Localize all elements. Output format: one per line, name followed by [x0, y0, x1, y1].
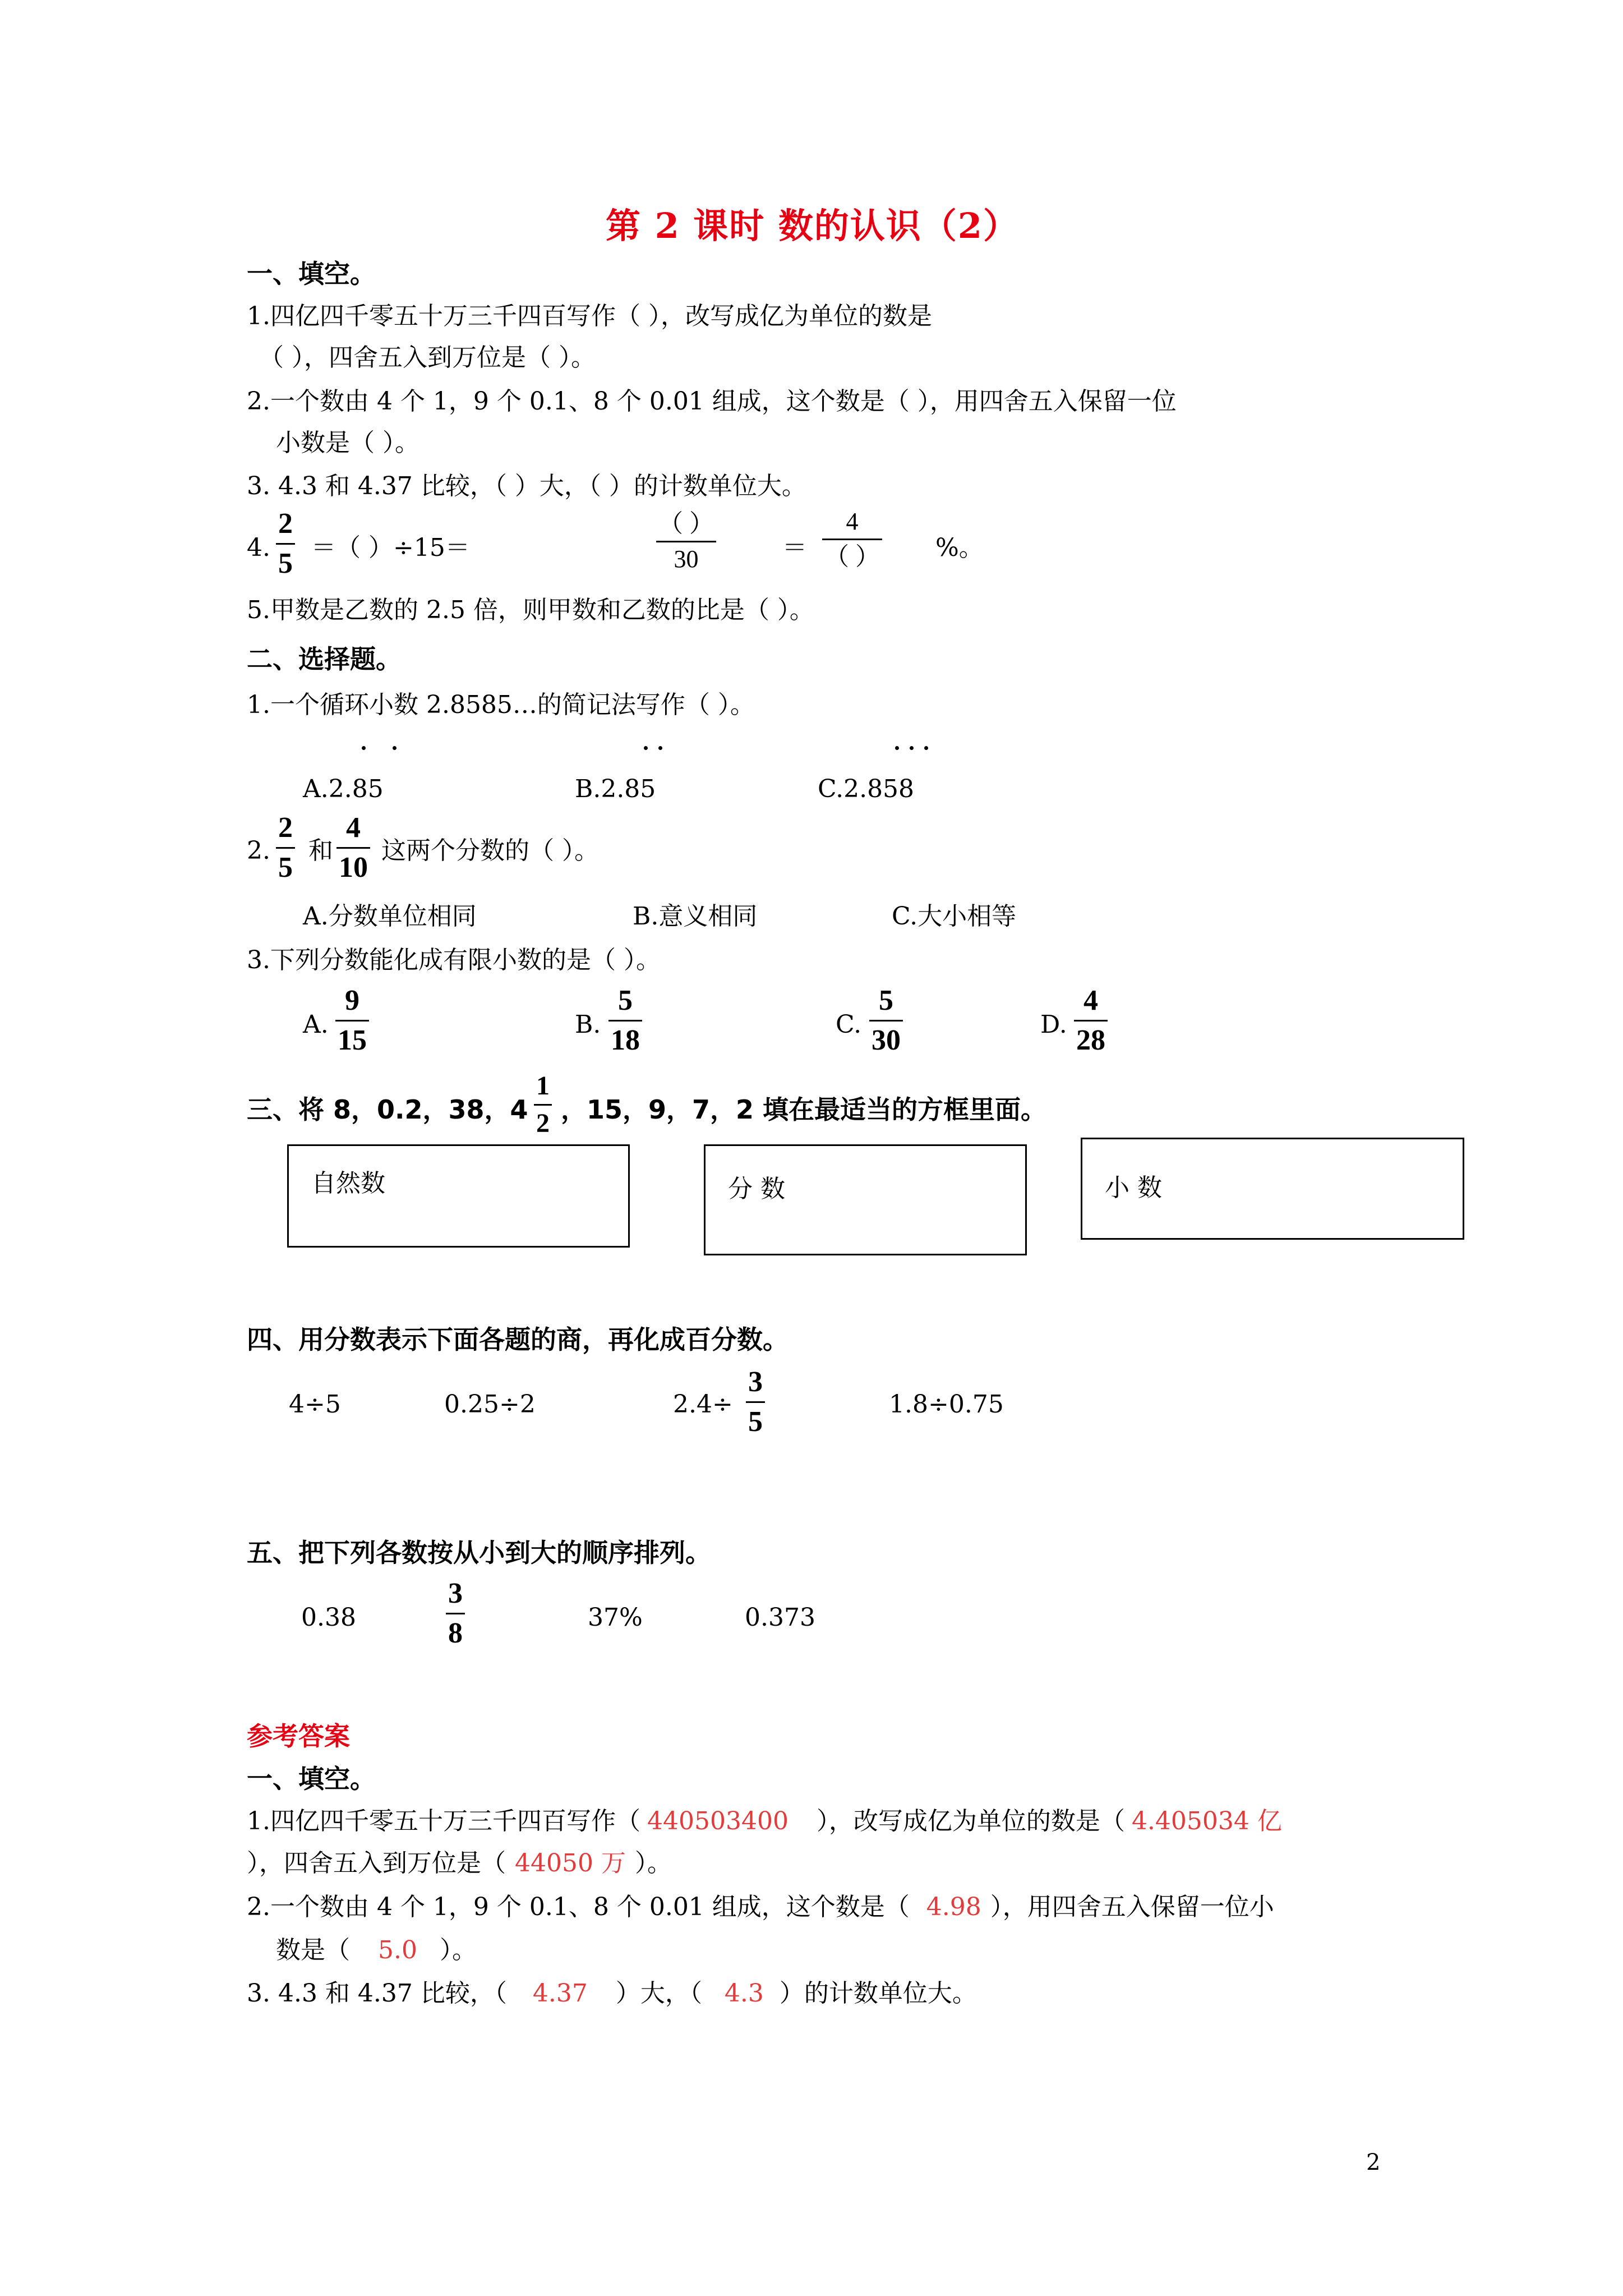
- q2-option-b: B.2.85: [575, 775, 656, 803]
- q1-line2a: 2.一个数由 4 个 1，9 个 0.1、8 个 0.01 组成，这个数是（ ），用四舍五入保留一位: [247, 387, 1177, 416]
- fraction-3-5: $\frac{3}{5}$: [746, 1368, 765, 1437]
- q1-line4-pct: %。: [935, 533, 984, 562]
- q4-item-2: 0.25÷2: [444, 1390, 536, 1419]
- answer-line1b: ），四舍五入到万位是（ 44050 万 ）。: [247, 1849, 672, 1878]
- answer-value: 4.405034 亿: [1131, 1807, 1282, 1835]
- fraction-box[interactable]: [704, 1144, 1027, 1255]
- page-title: 第 2 课时 数的认识（2）: [606, 205, 1020, 246]
- fraction-2-5: $\frac{2}{5}$: [276, 509, 295, 578]
- repeat-dot: [924, 746, 928, 750]
- q2-option3-a: A.: [303, 1010, 329, 1039]
- q4-item-3: 2.4÷: [673, 1390, 733, 1419]
- answer-line3: 3. 4.3 和 4.37 比较，（ 4.37 ）大，（ 4.3 ）的计数单位大。: [247, 1979, 977, 2008]
- answers-heading: 参考答案: [247, 1721, 350, 1751]
- q2-line2-prefix: 2.: [247, 836, 270, 865]
- fraction-4-blank: 4 （ ）: [822, 509, 882, 569]
- fraction-5-30: $\frac{5}{30}$: [869, 986, 903, 1055]
- repeat-dot: [644, 746, 648, 750]
- fraction-4-28: $\frac{4}{28}$: [1074, 986, 1108, 1055]
- q1-line4-mid: ＝（ ）÷15＝: [311, 533, 470, 562]
- section-2-heading: 二、选择题。: [247, 644, 402, 674]
- q2-option3-c: C.: [836, 1010, 862, 1039]
- repeat-dot: [895, 746, 899, 750]
- repeat-dot: [362, 746, 366, 750]
- answer-value: 5.0: [378, 1936, 417, 1964]
- fraction-3-8: $\frac{3}{8}$: [446, 1579, 465, 1648]
- q2-option-a: A.2.85: [303, 775, 384, 803]
- q2-option-c: C.2.858: [818, 775, 915, 803]
- q1-line1b: （ ），四舍五入到万位是（ ）。: [259, 343, 596, 372]
- q2-option3-b: B.: [575, 1010, 601, 1039]
- natural-number-box[interactable]: [287, 1144, 630, 1248]
- answer-value: 4.98: [926, 1893, 981, 1921]
- repeat-dot: [910, 746, 914, 750]
- answer-line1a: 1.四亿四千零五十万三千四百写作（ 440503400 ），改写成亿为单位的数是（ 4.405034 亿: [247, 1807, 1282, 1835]
- page-number: 2: [1366, 2150, 1381, 2175]
- q4-item-1: 4÷5: [289, 1390, 341, 1419]
- repeat-dot: [393, 746, 396, 750]
- q5-item-3: 0.373: [745, 1603, 815, 1632]
- decimal-box[interactable]: [1081, 1138, 1464, 1240]
- q2-option2-b: B.意义相同: [633, 902, 758, 931]
- q1-line3: 3. 4.3 和 4.37 比较，（ ）大，（ ）的计数单位大。: [247, 472, 806, 500]
- q1-line2b: 小数是（ ）。: [276, 429, 419, 457]
- q1-line4-eq2: ＝: [782, 533, 807, 562]
- q1-line4-prefix: 4.: [247, 533, 270, 562]
- fraction-blank-30: （ ） 30: [656, 512, 716, 572]
- q1-line5: 5.甲数是乙数的 2.5 倍，则甲数和乙数的比是（ ）。: [247, 596, 814, 624]
- box-label: 自然数: [311, 1169, 385, 1198]
- q1-line1a: 1.四亿四千零五十万三千四百写作（ ），改写成亿为单位的数是: [247, 302, 932, 330]
- q4-item-4: 1.8÷0.75: [889, 1390, 1004, 1419]
- box-label: 分 数: [728, 1175, 785, 1203]
- answer-line2b: 数是（ 5.0 ）。: [276, 1936, 477, 1964]
- section-5-heading: 五、把下列各数按从小到大的顺序排列。: [247, 1538, 711, 1568]
- answer-value: 440503400: [647, 1807, 789, 1835]
- q2-line2-and: 和: [308, 836, 333, 865]
- box-label: 小 数: [1105, 1174, 1162, 1202]
- answer-value: 44050 万: [515, 1849, 626, 1878]
- fraction-1-2: $\frac{1}{2}$: [534, 1073, 552, 1137]
- answers-section-1: 一、填空。: [247, 1764, 376, 1794]
- q2-line2-suffix: 这两个分数的（ ）。: [381, 836, 599, 865]
- section-4-heading: 四、用分数表示下面各题的商，再化成百分数。: [247, 1324, 789, 1355]
- fraction-4-10: $\frac{4}{10}$: [336, 813, 370, 882]
- q2-line3: 3.下列分数能化成有限小数的是（ ）。: [247, 946, 661, 974]
- fraction-2-5: $\frac{2}{5}$: [276, 813, 295, 882]
- q2-option2-c: C.大小相等: [892, 902, 1017, 931]
- answer-line2a: 2.一个数由 4 个 1，9 个 0.1、8 个 0.01 组成，这个数是（ 4.98 ），用四舍五入保留一位小: [247, 1893, 1274, 1921]
- answer-value: 4.37: [532, 1979, 588, 2008]
- fraction-9-15: $\frac{9}{15}$: [335, 986, 369, 1055]
- fraction-5-18: $\frac{5}{18}$: [608, 986, 642, 1055]
- repeat-dot: [658, 746, 662, 750]
- q2-line1: 1.一个循环小数 2.8585…的简记法写作（ ）。: [247, 691, 755, 719]
- q5-item-2: 37%: [588, 1603, 643, 1632]
- q2-option3-d: D.: [1040, 1010, 1067, 1039]
- q5-item-1: 0.38: [301, 1603, 356, 1632]
- q2-option2-a: A.分数单位相同: [303, 902, 477, 931]
- answer-value: 4.3: [724, 1979, 764, 2008]
- section-3-heading: 三、将 8，0.2，38，4: [247, 1094, 528, 1125]
- section-3-heading-cont: ，15，9，7，2 填在最适当的方框里面。: [561, 1094, 1047, 1125]
- section-1-heading: 一、填空。: [247, 259, 376, 289]
